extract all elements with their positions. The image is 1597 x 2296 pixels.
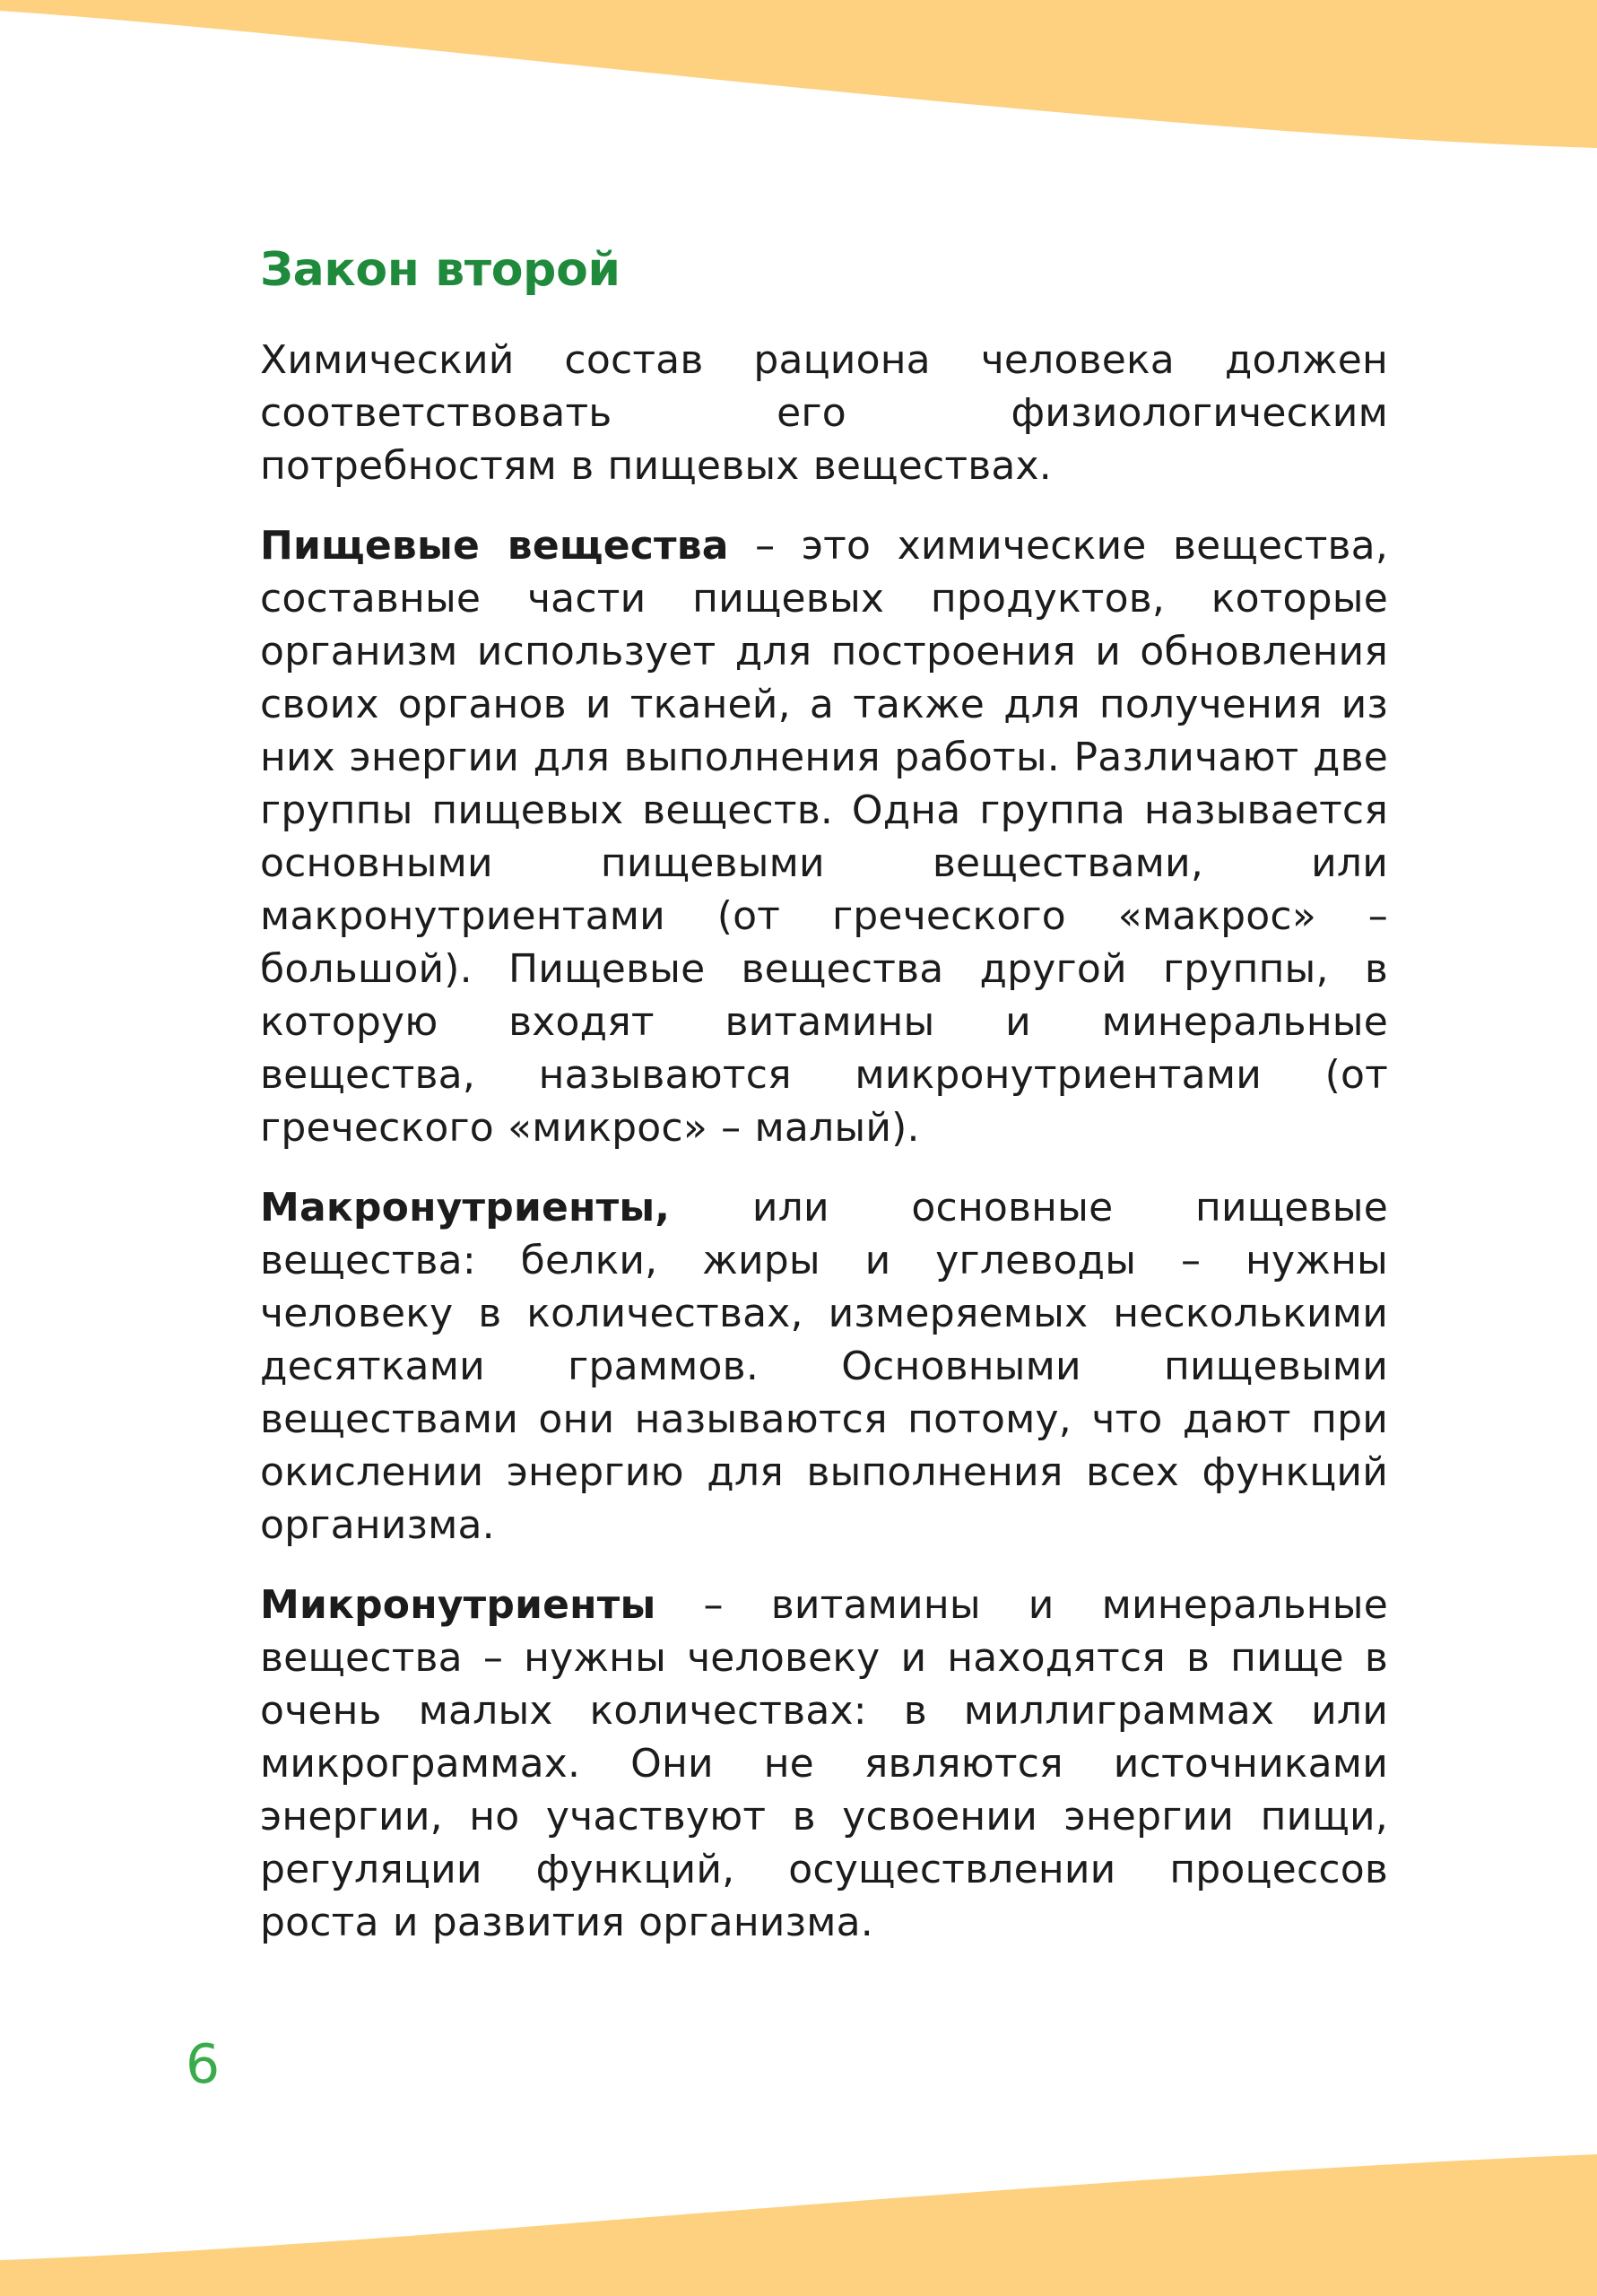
page-content <box>260 242 1388 1976</box>
term-micronutrients: Микронутриенты <box>260 1582 656 1629</box>
term-nutrients: Пищевые вещества <box>260 523 729 570</box>
bottom-decorative-wave <box>0 2117 1597 2296</box>
paragraph-macronutrients <box>260 1181 1388 1552</box>
term-macronutrients: Макронутриенты, <box>260 1185 671 1231</box>
top-decorative-wave <box>0 0 1597 152</box>
paragraph-nutrients-text: – это химические вещества, составные части пищевых продуктов, которые организм использует для построения и обновления своих органов и тканей, а также для получения из них энергии для выполнения работы. Различают две группы пищевых веществ. Одна группа называется основными пищевыми веществами, или макронутриентами (от греческого «макрос» – большой). Пищевые вещества другой группы, в которую входят витамины и минеральные вещества, называются микронутриентами (от греческого «микрос» – малый). <box>260 523 1389 1152</box>
paragraph-intro <box>260 334 1388 492</box>
section-heading: Закон второй <box>260 243 621 297</box>
paragraph-micronutrients-text: – витамины и минеральные вещества – нужны человеку и находятся в пище в очень малых количествах: в миллиграммах или микрограммах. Они не являются источниками энергии, но участвуют в усвоении энергии пищи, регуляции функций, осуществлении процессов роста и развития организма. <box>260 1582 1388 1946</box>
paragraph-intro-text: Химический состав рациона человека должен соответствовать его физиологическим потребностям в пищевых веществах. <box>260 337 1388 490</box>
paragraph-macronutrients-text: или основные пищевые вещества: белки, жиры и углеводы – нужны человеку в количествах, измеряемых несколькими десятками граммов. Основными пищевыми веществами они называются потому, что дают при окислении энергию для выполнения всех функций организма. <box>260 1185 1388 1549</box>
paragraph-micronutrients <box>260 1578 1388 1949</box>
page-number: 6 <box>186 2033 221 2096</box>
paragraph-nutrients <box>260 519 1388 1154</box>
